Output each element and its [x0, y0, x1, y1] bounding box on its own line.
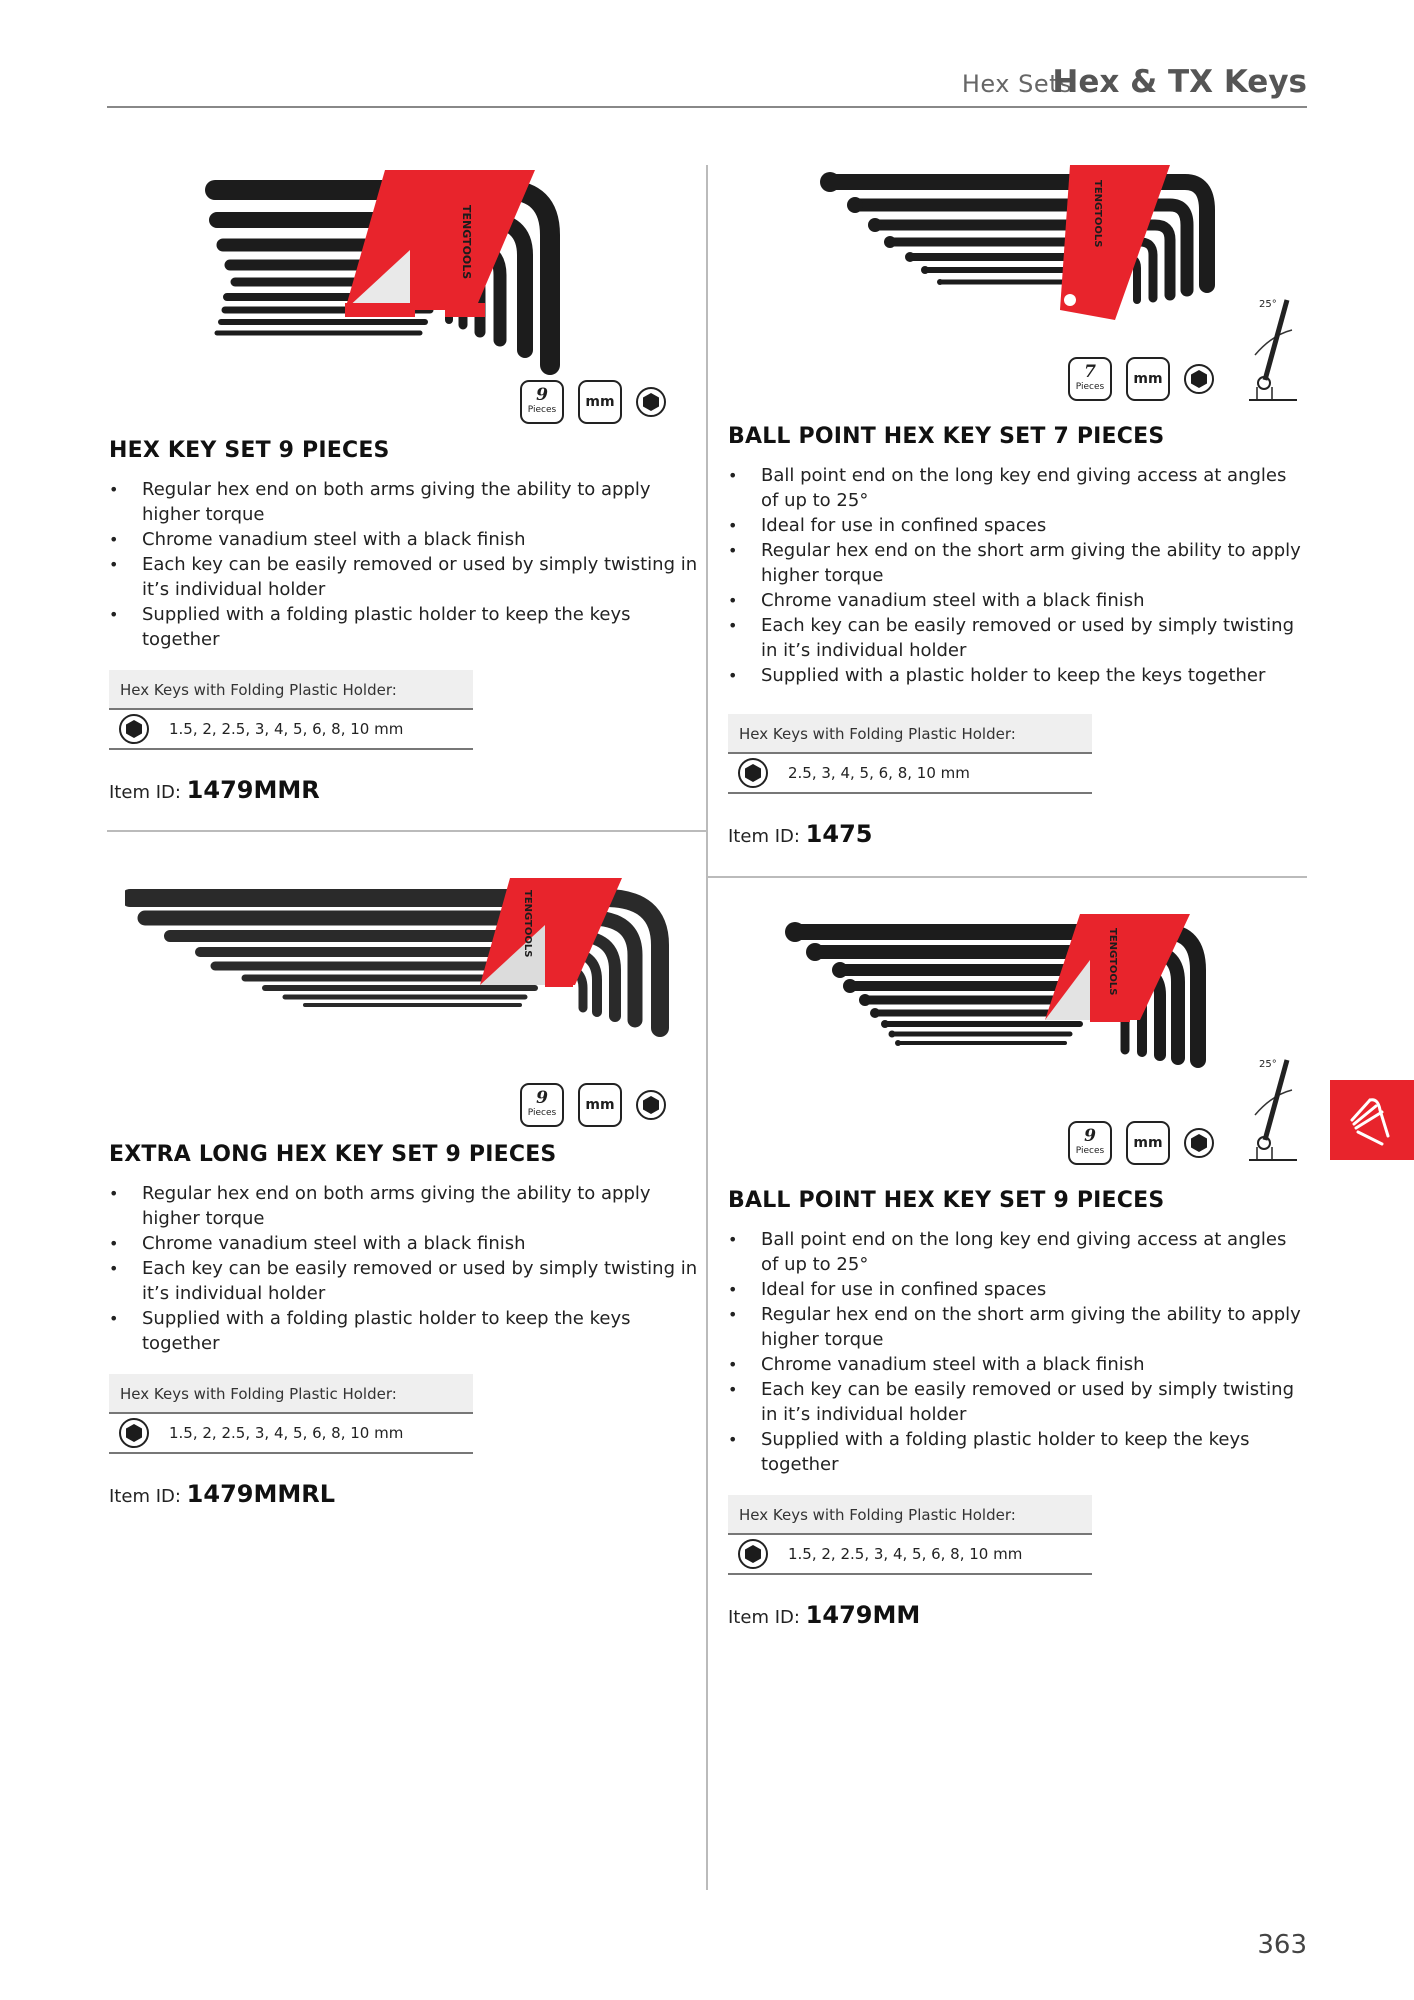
item-id: Item ID: 1475	[728, 820, 873, 848]
feature-item: • Supplied with a folding plastic holder to keep the keys together	[109, 602, 699, 652]
pieces-badge: 7 Pieces	[1068, 357, 1112, 401]
feature-item: • Supplied with a folding plastic holder to keep the keys together	[728, 1427, 1308, 1477]
pieces-badge: 9 Pieces	[520, 380, 564, 424]
spec-table	[109, 1374, 473, 1454]
spec-header: Hex Keys with Folding Plastic Holder:	[109, 1374, 473, 1414]
product-1-icons	[520, 380, 666, 424]
row-divider-right	[706, 876, 1307, 878]
feature-item: • Regular hex end on both arms giving the ability to apply higher torque	[109, 477, 699, 527]
angle-label: 25°	[1259, 299, 1277, 310]
hex-key-set-9-image	[205, 160, 595, 375]
item-id-value: 1479MMR	[186, 776, 320, 804]
product-2-icons	[1068, 357, 1214, 401]
item-id-value: 1479MM	[805, 1601, 921, 1629]
product-2	[728, 424, 1308, 848]
hex-end-icon	[1184, 364, 1214, 394]
row-divider-left	[107, 830, 706, 832]
product-title: HEX KEY SET 9 PIECES	[109, 438, 390, 463]
hex-end-icon	[1184, 1128, 1214, 1158]
page-number: 363	[1257, 1930, 1307, 1960]
hex-keys-fan-icon	[1330, 1080, 1414, 1160]
page-title: Hex & TX Keys	[1052, 64, 1307, 100]
ball-angle-icon	[1247, 295, 1307, 405]
spec-sizes: 1.5, 2, 2.5, 3, 4, 5, 6, 8, 10 mm	[169, 720, 404, 738]
feature-list	[728, 463, 1308, 688]
hex-end-icon	[636, 1090, 666, 1120]
feature-item: • Regular hex end on both arms giving the ability to apply higher torque	[109, 1181, 699, 1231]
feature-item: • Chrome vanadium steel with a black finish	[109, 527, 699, 552]
spec-header: Hex Keys with Folding Plastic Holder:	[728, 1495, 1092, 1535]
mm-badge: mm	[578, 1083, 622, 1127]
spec-sizes: 2.5, 3, 4, 5, 6, 8, 10 mm	[788, 764, 970, 782]
item-id: Item ID: 1479MMRL	[109, 1480, 336, 1508]
hex-icon	[738, 1539, 768, 1569]
hex-icon	[738, 758, 768, 788]
section-tab[interactable]	[1330, 1080, 1414, 1160]
item-id: Item ID: 1479MMR	[109, 776, 320, 804]
item-id-value: 1479MMRL	[186, 1480, 336, 1508]
holder-brand: TENGTOOLS	[522, 890, 533, 958]
spec-sizes: 1.5, 2, 2.5, 3, 4, 5, 6, 8, 10 mm	[788, 1545, 1023, 1563]
page-header	[107, 62, 1307, 108]
feature-item: • Regular hex end on the short arm giving the ability to apply higher torque	[728, 538, 1308, 588]
product-title: BALL POINT HEX KEY SET 7 PIECES	[728, 424, 1165, 449]
mm-badge: mm	[578, 380, 622, 424]
spec-row	[109, 710, 473, 750]
column-divider	[706, 165, 708, 1890]
extra-long-hex-key-set-9-image	[125, 870, 675, 1045]
pieces-badge: 9 Pieces	[1068, 1121, 1112, 1165]
holder-brand: TENGTOOLS	[1092, 180, 1103, 248]
spec-table	[728, 1495, 1092, 1575]
feature-item: • Each key can be easily removed or used by simply twisting in it’s individual holder	[728, 1377, 1308, 1427]
spec-table	[728, 714, 1092, 794]
feature-item: • Supplied with a folding plastic holder to keep the keys together	[109, 1306, 699, 1356]
hex-icon	[119, 1418, 149, 1448]
section-label: Hex Sets	[961, 70, 1072, 98]
feature-item: • Chrome vanadium steel with a black finish	[728, 588, 1308, 613]
feature-item: • Ideal for use in confined spaces	[728, 1277, 1308, 1302]
product-4-icons	[1068, 1121, 1214, 1165]
feature-item: • Each key can be easily removed or used by simply twisting in it’s individual holder	[728, 613, 1308, 663]
item-id: Item ID: 1479MM	[728, 1601, 921, 1629]
mm-badge: mm	[1126, 357, 1170, 401]
ball-point-hex-key-set-9-image	[780, 910, 1210, 1070]
hex-icon	[119, 714, 149, 744]
feature-item: • Each key can be easily removed or used by simply twisting in it’s individual holder	[109, 552, 699, 602]
feature-item: • Supplied with a plastic holder to keep the keys together	[728, 663, 1308, 688]
spec-row	[728, 1535, 1092, 1575]
holder-brand: TENGTOOLS	[1107, 928, 1118, 996]
product-title: BALL POINT HEX KEY SET 9 PIECES	[728, 1188, 1165, 1213]
feature-list	[109, 477, 699, 652]
product-3	[109, 1142, 699, 1508]
ball-point-hex-key-set-7-image	[815, 160, 1215, 330]
feature-item: • Each key can be easily removed or used by simply twisting in it’s individual holder	[109, 1256, 699, 1306]
product-1	[109, 438, 699, 804]
feature-list	[109, 1181, 699, 1356]
feature-item: • Chrome vanadium steel with a black finish	[109, 1231, 699, 1256]
hex-end-icon	[636, 387, 666, 417]
spec-table	[109, 670, 473, 750]
feature-item: • Regular hex end on the short arm giving the ability to apply higher torque	[728, 1302, 1308, 1352]
product-title: EXTRA LONG HEX KEY SET 9 PIECES	[109, 1142, 557, 1167]
pieces-badge: 9 Pieces	[520, 1083, 564, 1127]
spec-header: Hex Keys with Folding Plastic Holder:	[728, 714, 1092, 754]
item-id-value: 1475	[805, 820, 873, 848]
feature-item: • Ball point end on the long key end giving access at angles of up to 25°	[728, 1227, 1308, 1277]
feature-item: • Chrome vanadium steel with a black finish	[728, 1352, 1308, 1377]
product-4	[728, 1188, 1308, 1629]
feature-list	[728, 1227, 1308, 1477]
mm-badge: mm	[1126, 1121, 1170, 1165]
holder-brand: TENGTOOLS	[460, 205, 473, 280]
spec-header: Hex Keys with Folding Plastic Holder:	[109, 670, 473, 710]
spec-sizes: 1.5, 2, 2.5, 3, 4, 5, 6, 8, 10 mm	[169, 1424, 404, 1442]
spec-row	[728, 754, 1092, 794]
angle-label: 25°	[1259, 1059, 1277, 1070]
ball-angle-icon	[1247, 1055, 1307, 1165]
feature-item: • Ball point end on the long key end giving access at angles of up to 25°	[728, 463, 1308, 513]
spec-row	[109, 1414, 473, 1454]
feature-item: • Ideal for use in confined spaces	[728, 513, 1308, 538]
product-3-icons	[520, 1083, 666, 1127]
